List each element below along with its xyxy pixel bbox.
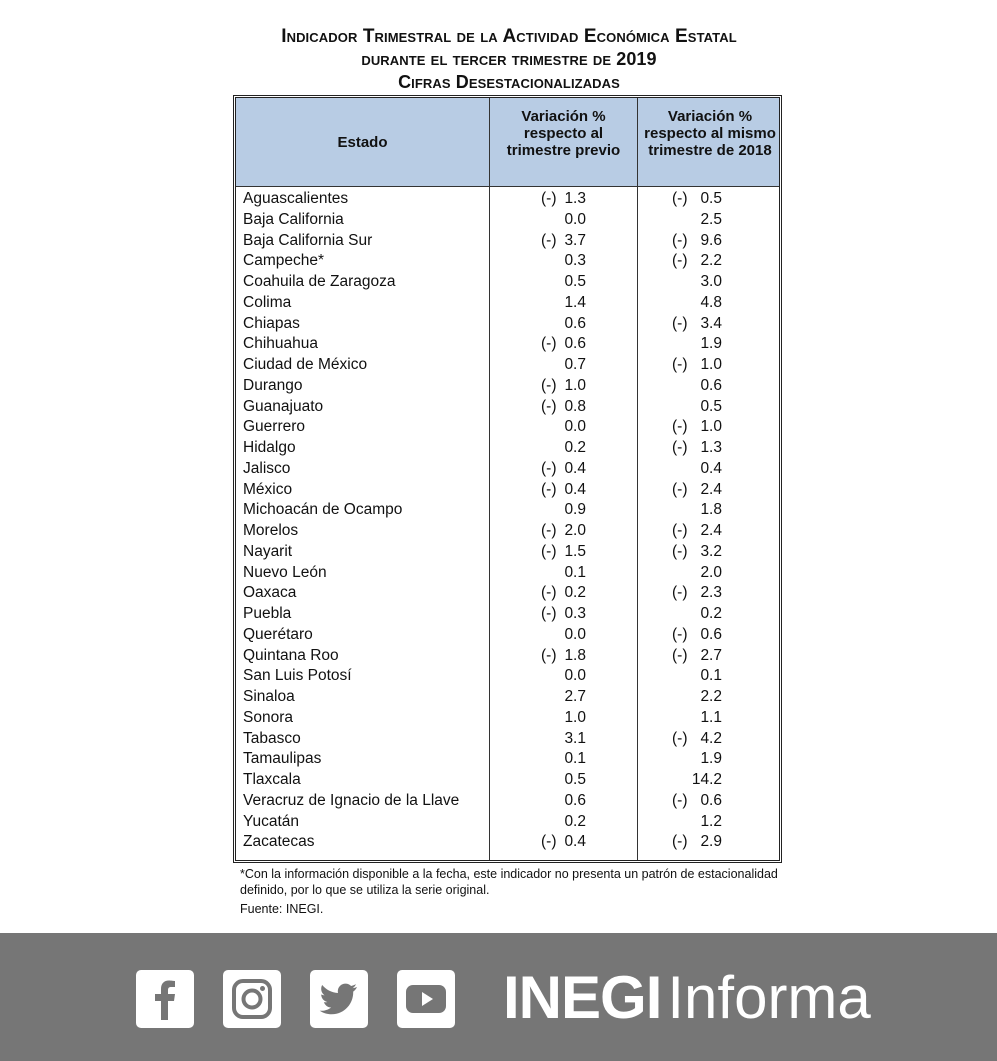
negative-marker: (-) (541, 522, 557, 539)
variacion-trimestre-previo: 0.0 (564, 210, 586, 228)
estado-name: Aguascalientes (243, 190, 349, 207)
table-row (236, 294, 779, 314)
table-row (236, 232, 779, 252)
estado-name: Puebla (243, 605, 292, 622)
negative-marker: (-) (672, 439, 688, 456)
table-header (236, 98, 779, 187)
negative-marker: (-) (541, 646, 557, 664)
variacion-trimestre-previo: 0.4 (564, 459, 586, 477)
estado-name: Jalisco (243, 459, 291, 477)
negative-marker: (-) (672, 584, 688, 602)
facebook-icon[interactable] (136, 970, 194, 1028)
table-row (236, 813, 779, 833)
variacion-mismo-trimestre: 3.4 (700, 314, 722, 332)
estado-name: Nuevo León (243, 563, 327, 581)
table-row (236, 273, 779, 293)
estado-name: Guanajuato (243, 397, 324, 415)
estado-name: Querétaro (243, 625, 313, 643)
variacion-mismo-trimestre: 1.9 (700, 750, 722, 768)
variacion-trimestre-previo: 0.2 (564, 439, 586, 456)
twitter-icon[interactable] (310, 970, 368, 1028)
variacion-trimestre-previo: 0.6 (564, 314, 586, 332)
inegi-informa-logo (503, 965, 871, 1031)
table-row (236, 833, 779, 853)
variacion-trimestre-previo: 1.4 (564, 293, 586, 311)
variacion-mismo-trimestre: 2.3 (700, 584, 722, 602)
table-row (236, 190, 779, 210)
variacion-mismo-trimestre: 4.2 (700, 729, 722, 747)
table-row (236, 730, 779, 750)
variacion-trimestre-previo: 0.9 (564, 501, 586, 519)
negative-marker: (-) (541, 833, 557, 851)
table-row (236, 647, 779, 667)
variacion-mismo-trimestre: 4.8 (700, 293, 722, 311)
variacion-trimestre-previo: 0.0 (564, 418, 586, 436)
variacion-trimestre-previo: 1.0 (564, 376, 586, 394)
table-row (236, 626, 779, 646)
variacion-trimestre-previo: 0.6 (564, 791, 586, 809)
table-row (236, 335, 779, 355)
table-row (236, 418, 779, 438)
table-row (236, 667, 779, 687)
variacion-mismo-trimestre: 3.0 (700, 273, 722, 290)
variacion-mismo-trimestre: 2.5 (700, 210, 722, 228)
title-line-2: durante el tercer trimestre de 2019 (361, 49, 657, 69)
variacion-mismo-trimestre: 14.2 (691, 771, 722, 788)
variacion-mismo-trimestre: 0.2 (700, 605, 722, 622)
header-variacion-mismo-trimestre: Variación % respecto al mismo trimestre de 2018 (644, 108, 776, 159)
estado-name: Yucatán (243, 812, 300, 830)
table-row (236, 750, 779, 770)
variacion-trimestre-previo: 0.0 (564, 625, 586, 643)
variacion-trimestre-previo: 0.0 (564, 667, 586, 685)
estado-name: Campeche* (243, 252, 324, 270)
footer-bar (0, 933, 997, 1061)
negative-marker: (-) (672, 252, 688, 270)
table-row (236, 709, 779, 729)
variacion-trimestre-previo: 0.8 (564, 397, 586, 415)
negative-marker: (-) (672, 314, 688, 332)
youtube-icon[interactable] (397, 970, 455, 1028)
negative-marker: (-) (672, 480, 688, 498)
source-note: Fuente: INEGI. (240, 902, 324, 916)
variacion-trimestre-previo: 0.2 (564, 812, 586, 830)
variacion-mismo-trimestre: 2.9 (700, 833, 722, 851)
negative-marker: (-) (541, 397, 557, 415)
variacion-mismo-trimestre: 1.9 (700, 335, 722, 353)
brand-bold: INEGI (503, 964, 662, 1031)
table-row (236, 315, 779, 335)
estado-name: Durango (243, 376, 303, 394)
variacion-mismo-trimestre: 1.8 (700, 501, 722, 519)
table-row (236, 501, 779, 521)
variacion-trimestre-previo: 0.3 (564, 605, 586, 622)
estado-name: Chiapas (243, 314, 300, 332)
estado-name: Hidalgo (243, 439, 296, 456)
table-row (236, 792, 779, 812)
variacion-trimestre-previo: 3.7 (564, 231, 586, 249)
variacion-mismo-trimestre: 9.6 (700, 231, 722, 249)
variacion-trimestre-previo: 0.3 (564, 252, 586, 270)
table-row (236, 398, 779, 418)
variacion-mismo-trimestre: 2.0 (700, 563, 722, 581)
variacion-mismo-trimestre: 3.2 (700, 542, 722, 560)
estado-name: Chihuahua (243, 335, 318, 353)
variacion-mismo-trimestre: 0.6 (700, 791, 722, 809)
table-row (236, 771, 779, 791)
negative-marker: (-) (672, 522, 688, 539)
variacion-trimestre-previo: 0.5 (564, 771, 586, 788)
variacion-mismo-trimestre: 1.2 (700, 812, 722, 830)
variacion-mismo-trimestre: 1.0 (700, 356, 722, 373)
variacion-mismo-trimestre: 0.6 (700, 376, 722, 394)
estado-name: Tlaxcala (243, 771, 301, 788)
title-line-3: Cifras Desestacionalizadas (398, 72, 620, 92)
estado-name: Sonora (243, 708, 293, 726)
negative-marker: (-) (541, 480, 557, 498)
variacion-mismo-trimestre: 2.4 (700, 522, 722, 539)
negative-marker: (-) (672, 190, 688, 207)
estado-name: Zacatecas (243, 833, 315, 851)
table-row (236, 439, 779, 459)
estado-name: Tamaulipas (243, 750, 322, 768)
variacion-trimestre-previo: 1.8 (564, 646, 586, 664)
variacion-mismo-trimestre: 2.2 (700, 688, 722, 705)
table-row (236, 211, 779, 231)
negative-marker: (-) (541, 584, 557, 602)
variacion-trimestre-previo: 1.3 (564, 190, 586, 207)
variacion-trimestre-previo: 0.2 (564, 584, 586, 602)
negative-marker: (-) (672, 418, 688, 436)
table-row (236, 688, 779, 708)
table-row (236, 584, 779, 604)
estado-name: Baja California Sur (243, 231, 373, 249)
variacion-mismo-trimestre: 1.3 (700, 439, 722, 456)
variacion-trimestre-previo: 0.7 (564, 356, 586, 373)
data-table (233, 95, 782, 863)
variacion-mismo-trimestre: 0.1 (700, 667, 722, 685)
negative-marker: (-) (541, 459, 557, 477)
estado-name: Oaxaca (243, 584, 297, 602)
brand-light: Informa (667, 964, 871, 1031)
variacion-trimestre-previo: 1.5 (564, 542, 586, 560)
table-row (236, 522, 779, 542)
variacion-trimestre-previo: 0.4 (564, 833, 586, 851)
negative-marker: (-) (672, 542, 688, 560)
variacion-mismo-trimestre: 0.5 (700, 190, 722, 207)
negative-marker: (-) (672, 833, 688, 851)
table-row (236, 252, 779, 272)
table-row (236, 460, 779, 480)
variacion-trimestre-previo: 0.1 (564, 750, 586, 768)
table-row (236, 543, 779, 563)
header-estado: Estado (337, 133, 388, 151)
variacion-mismo-trimestre: 1.0 (700, 418, 722, 436)
estado-name: Guerrero (243, 418, 306, 436)
negative-marker: (-) (541, 542, 557, 560)
estado-name: Baja California (243, 210, 344, 228)
variacion-trimestre-previo: 2.7 (564, 688, 586, 705)
estado-name: Ciudad de México (243, 356, 368, 373)
estado-name: Nayarit (243, 542, 293, 560)
table-row (236, 564, 779, 584)
table-row (236, 605, 779, 625)
variacion-trimestre-previo: 0.1 (564, 563, 586, 581)
negative-marker: (-) (672, 625, 688, 643)
negative-marker: (-) (672, 231, 688, 249)
variacion-mismo-trimestre: 0.6 (700, 625, 722, 643)
variacion-mismo-trimestre: 2.2 (700, 252, 722, 270)
estado-name: Quintana Roo (243, 646, 339, 664)
negative-marker: (-) (541, 376, 557, 394)
negative-marker: (-) (541, 335, 557, 353)
negative-marker: (-) (672, 356, 688, 373)
estado-name: Sinaloa (243, 688, 295, 705)
negative-marker: (-) (672, 729, 688, 747)
variacion-mismo-trimestre: 2.7 (700, 646, 722, 664)
variacion-trimestre-previo: 1.0 (564, 708, 586, 726)
estado-name: San Luis Potosí (243, 667, 352, 685)
variacion-trimestre-previo: 0.4 (564, 480, 586, 498)
estado-name: Michoacán de Ocampo (243, 501, 403, 519)
estado-name: Tabasco (243, 729, 301, 747)
negative-marker: (-) (672, 791, 688, 809)
variacion-mismo-trimestre: 0.5 (700, 397, 722, 415)
negative-marker: (-) (672, 646, 688, 664)
estado-name: Veracruz de Ignacio de la Llave (243, 791, 460, 809)
title-line-1: Indicador Trimestral de la Actividad Económica Estatal (281, 26, 737, 47)
table-row (236, 377, 779, 397)
table-row (236, 481, 779, 501)
estado-name: Colima (243, 293, 292, 311)
negative-marker: (-) (541, 190, 557, 207)
negative-marker: (-) (541, 605, 557, 622)
estado-name: México (243, 480, 293, 498)
variacion-mismo-trimestre: 1.1 (700, 708, 722, 726)
variacion-mismo-trimestre: 0.4 (700, 459, 722, 477)
footnote: *Con la información disponible a la fecha, este indicador no presenta un patrón de estacionalidad definido, por lo que se utiliza la serie original. (240, 867, 778, 897)
variacion-trimestre-previo: 3.1 (564, 729, 586, 747)
variacion-trimestre-previo: 2.0 (564, 522, 586, 539)
estado-name: Morelos (243, 522, 299, 539)
negative-marker: (-) (541, 231, 557, 249)
header-variacion-trimestre-previo: Variación % respecto al trimestre previo (506, 108, 621, 159)
variacion-mismo-trimestre: 2.4 (700, 480, 722, 498)
estado-name: Coahuila de Zaragoza (243, 273, 396, 290)
variacion-trimestre-previo: 0.5 (564, 273, 586, 290)
instagram-icon[interactable] (223, 970, 281, 1028)
table-row (236, 356, 779, 376)
variacion-trimestre-previo: 0.6 (564, 335, 586, 353)
